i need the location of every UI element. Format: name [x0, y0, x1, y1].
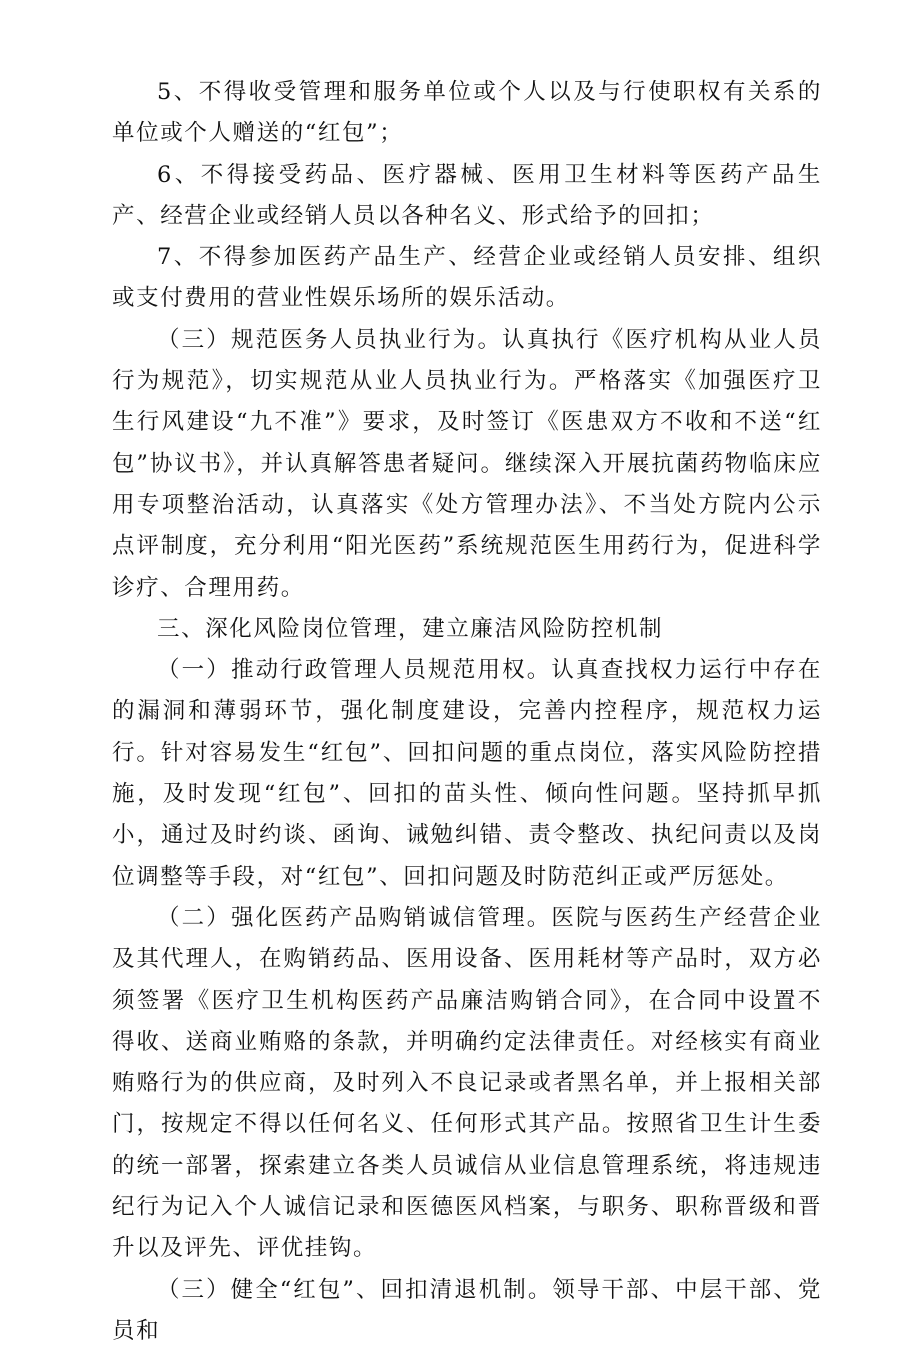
paragraph-section-3-standardize-practice: （三）规范医务人员执业行为。认真执行《医疗机构从业人员行为规范》，切实规范从业人员执业行为。严格落实《加强医疗卫生行风建设“九不准”》要求，及时签订《医患双方不收和不送“红包”协议书》，并认真解答患者疑问。继续深入开展抗菌药物临床应用专项整治活动，认真落实《处方管理办法》、不当处方院内公示点评制度，充分利用“阳光医药”系统规范医生用药行为，促进科学诊疗、合理用药。: [112, 326, 822, 601]
paragraph-section-3-refund-mechanism: （三）健全“红包”、回扣清退机制。领导干部、中层干部、党员和: [112, 1276, 822, 1344]
paragraph-item-7: 7、不得参加医药产品生产、经营企业或经销人员安排、组织或支付费用的营业性娱乐场所的娱乐活动。: [112, 244, 822, 312]
paragraph-section-2-procurement: （二）强化医药产品购销诚信管理。医院与医药生产经营企业及其代理人，在购销药品、医用设备、医用耗材等产品时，双方必须签署《医疗卫生机构医药产品廉洁购销合同》，在合同中设置不得收、送商业贿赂的条款，并明确约定法律责任。对经核实有商业贿赂行为的供应商，及时列入不良记录或者黑名单，并上报相关部门，按规定不得以任何名义、任何形式其产品。按照省卫生计生委的统一部署，探索建立各类人员诚信从业信息管理系统，将违规违纪行为记入个人诚信记录和医德医风档案，与职务、职称晋级和晋升以及评先、评优挂钩。: [112, 904, 822, 1262]
paragraph-section-1-admin-power: （一）推动行政管理人员规范用权。认真查找权力运行中存在的漏洞和薄弱环节，强化制度建设，完善内控程序，规范权力运行。针对容易发生“红包”、回扣问题的重点岗位，落实风险防控措施，及时发现“红包”、回扣的苗头性、倾向性问题。坚持抓早抓小，通过及时约谈、函询、诫勉纠错、责令整改、执纪问责以及岗位调整等手段，对“红包”、回扣问题及时防范纠正或严厉惩处。: [112, 657, 822, 890]
section-heading-risk-management: 三、深化风险岗位管理，建立廉洁风险防控机制: [157, 615, 664, 642]
document-body: [112, 72, 822, 1352]
paragraph-item-6: 6、不得接受药品、医疗器械、医用卫生材料等医药产品生产、经营企业或经销人员以各种名义、形式给予的回扣；: [112, 161, 822, 229]
paragraph-item-5: 5、不得收受管理和服务单位或个人以及与行使职权有关系的单位或个人赠送的“红包”；: [112, 79, 822, 147]
